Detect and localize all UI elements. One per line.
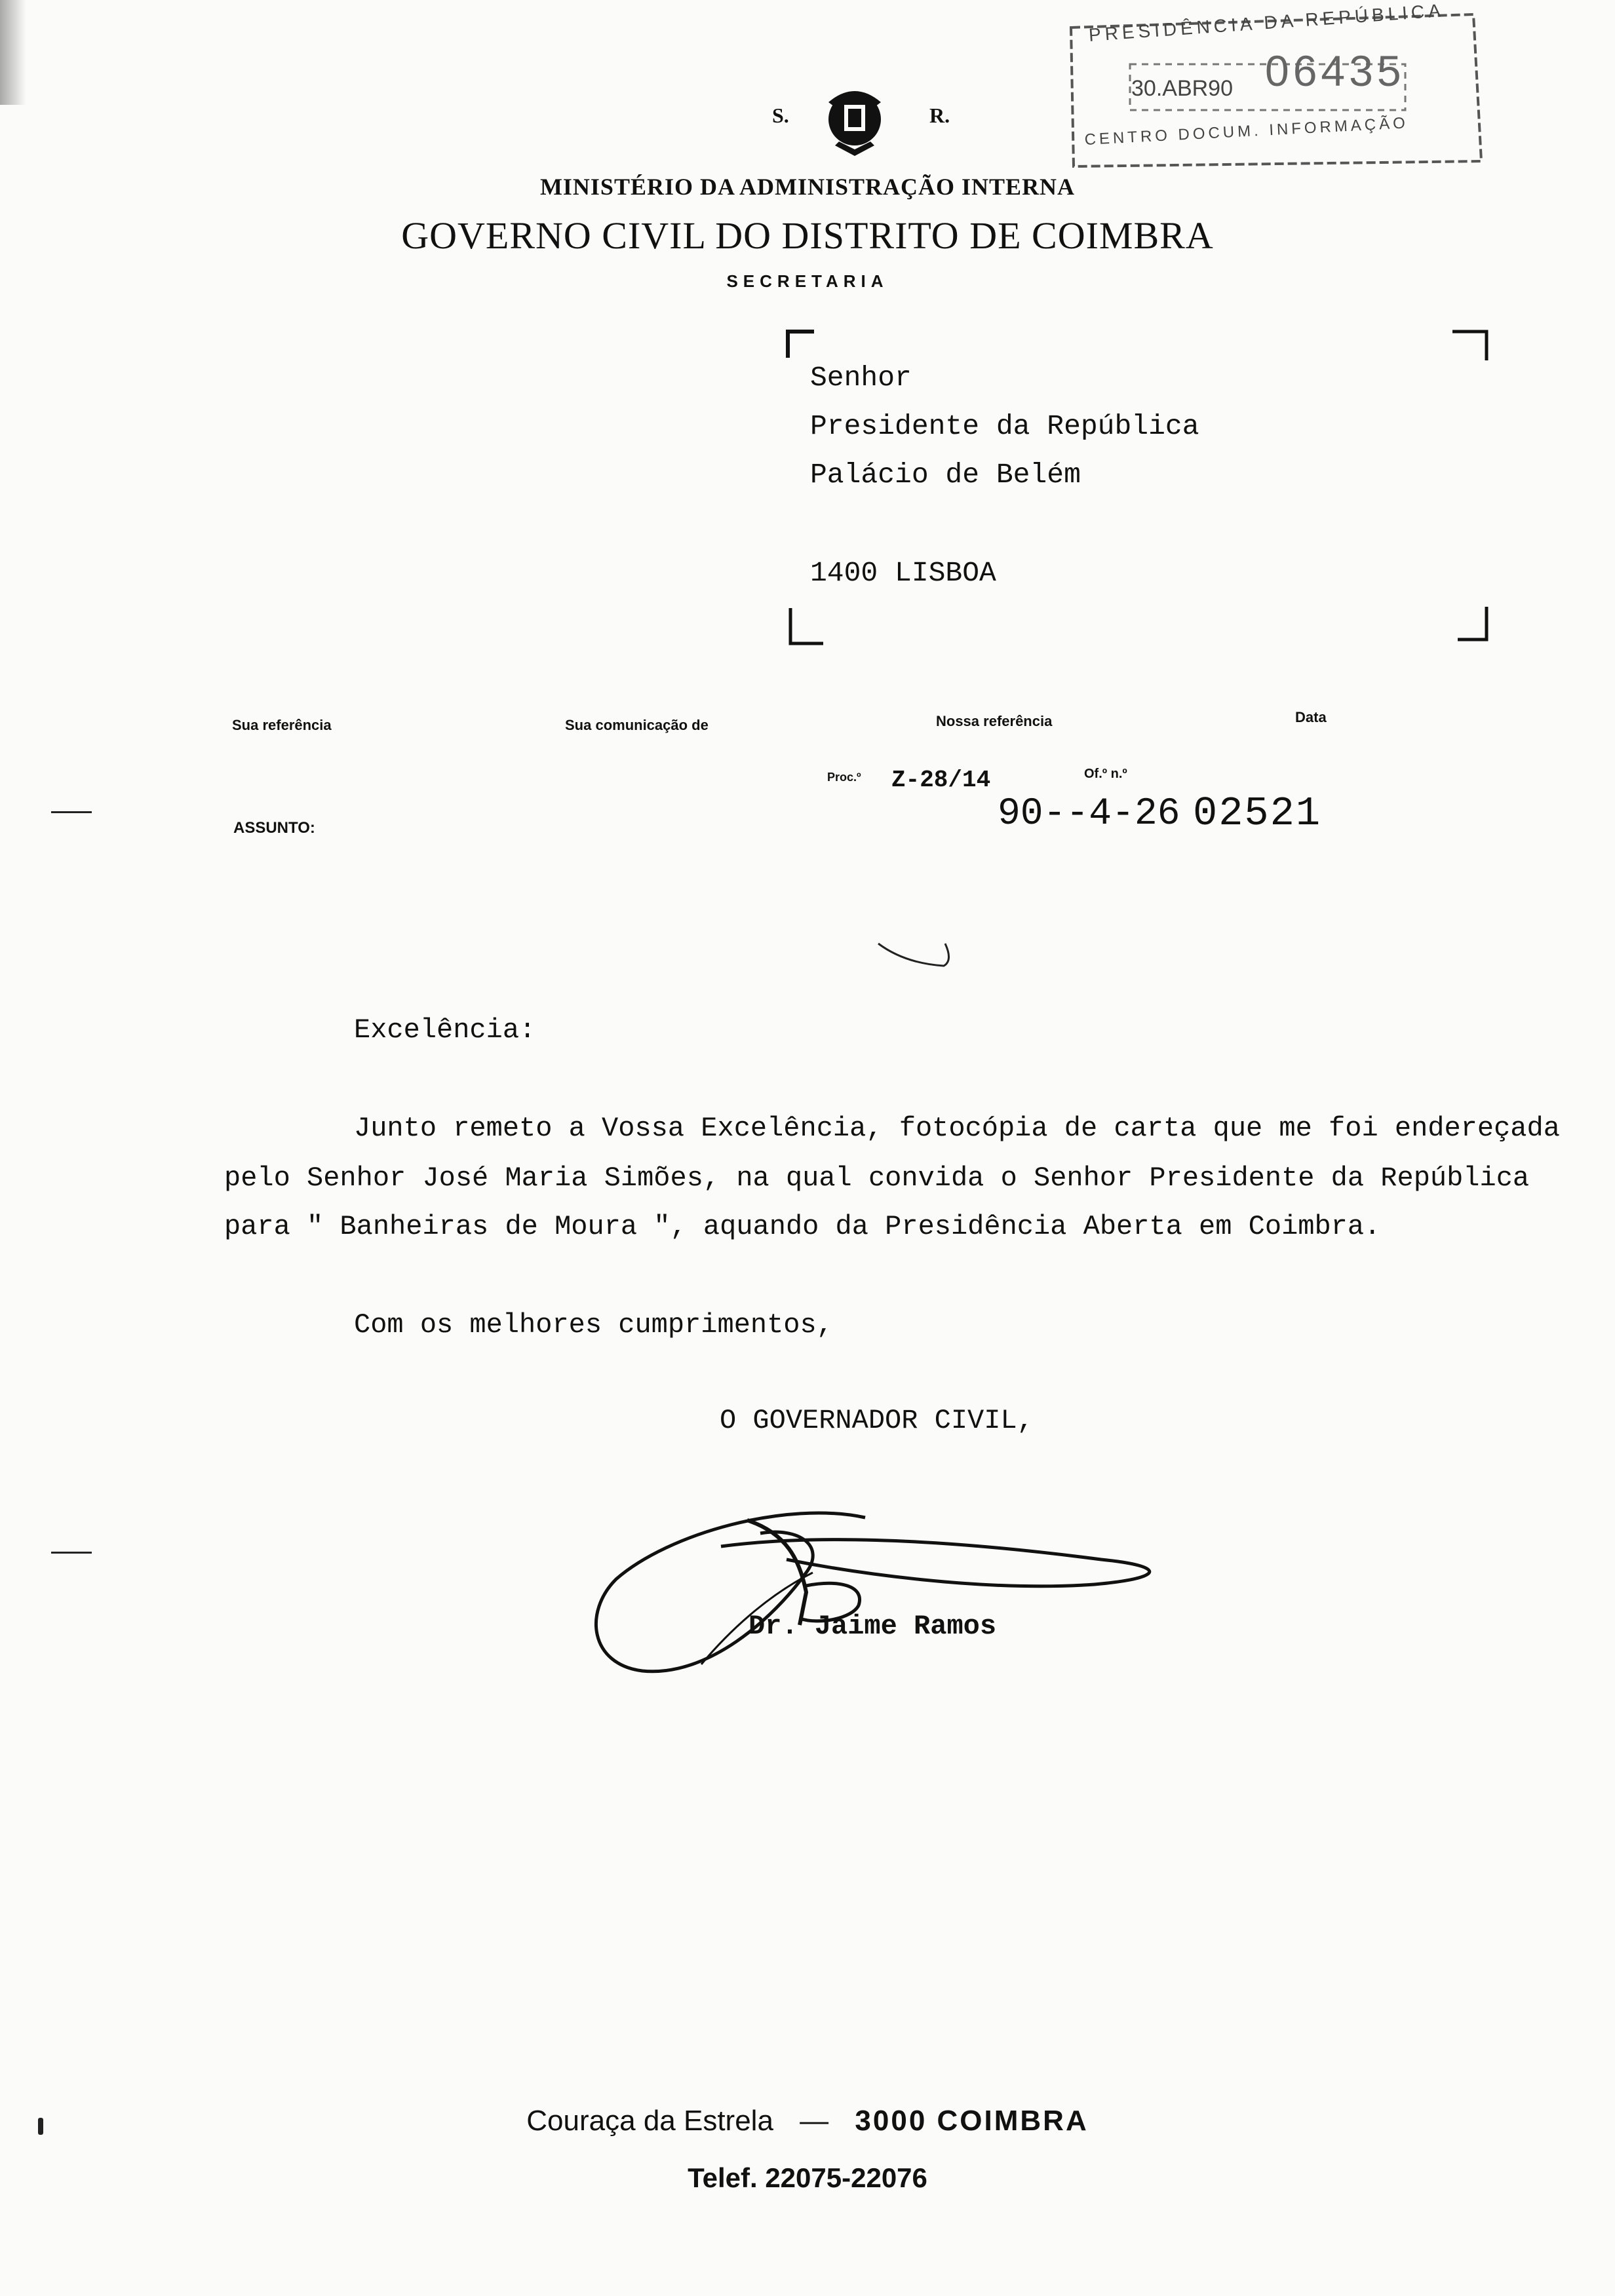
stamp-bottom-text: CENTRO DOCUM. INFORMAÇÃO	[1084, 114, 1409, 149]
footer-street: Couraça da Estrela	[526, 2105, 773, 2137]
office-number: 02521	[1193, 790, 1322, 837]
process-number: Z-28/14	[891, 767, 991, 794]
salutation: Excelência:	[354, 1014, 536, 1046]
body-line-2: pelo Senhor José Maria Simões, na qual convida o Senhor Presidente da República	[224, 1162, 1530, 1194]
body-line-3: para " Banheiras de Moura ", aquando da Presidência Aberta em Coimbra.	[224, 1211, 1381, 1242]
subject-label: ASSUNTO:	[233, 819, 315, 837]
signatory-title: O GOVERNADOR CIVIL,	[720, 1405, 1034, 1436]
scan-edge-artifact	[0, 0, 26, 105]
office-number-label: Of.º n.º	[1084, 767, 1127, 781]
date-stamp: 90--4-26	[998, 793, 1180, 835]
recipient-line-1: Senhor	[810, 362, 912, 394]
signatory-name: Dr. Jaime Ramos	[749, 1611, 997, 1642]
fold-mark	[51, 1552, 92, 1554]
ministry-name: MINISTÉRIO DA ADMINISTRAÇÃO INTERNA	[539, 174, 1076, 200]
government-title: GOVERNO CIVIL DO DISTRITO DE COIMBRA	[401, 214, 1214, 257]
handwritten-signature	[590, 1494, 1180, 1704]
your-reference-label: Sua referência	[232, 717, 332, 733]
fold-mark	[51, 811, 92, 813]
recipient-line-3: Palácio de Belém	[810, 459, 1081, 491]
footer-city: 3000 COIMBRA	[855, 2105, 1089, 2137]
department-name: SECRETARIA	[726, 271, 889, 291]
our-reference-label: Nossa referência	[936, 713, 1053, 729]
body-line-1: Junto remeto a Vossa Excelência, fotocópia de carta que me foi endereçada	[354, 1113, 1560, 1144]
closing-line: Com os melhores cumprimentos,	[354, 1309, 833, 1341]
stamp-number: 06435	[1265, 47, 1405, 95]
header-r-letter: R.	[929, 104, 950, 127]
stamp-date: 30.ABR90	[1131, 76, 1233, 101]
recipient-line-4: 1400 LISBOA	[810, 557, 996, 589]
footer-phone: Telef. 22075-22076	[688, 2162, 927, 2193]
recipient-line-2: Presidente da República	[810, 410, 1199, 442]
footer-address	[0, 2105, 1615, 2137]
header-s-letter: S.	[772, 104, 789, 127]
your-communication-label: Sua comunicação de	[565, 717, 709, 733]
stamp-top-text: PRESIDÊNCIA DA REPÚBLICA	[1088, 0, 1445, 45]
date-label: Data	[1295, 709, 1327, 725]
process-label: Proc.º	[827, 771, 861, 784]
footer-dash: —	[800, 2105, 829, 2137]
pen-mark	[872, 917, 963, 976]
coat-of-arms-icon	[815, 83, 894, 161]
edge-mark	[38, 2118, 43, 2135]
